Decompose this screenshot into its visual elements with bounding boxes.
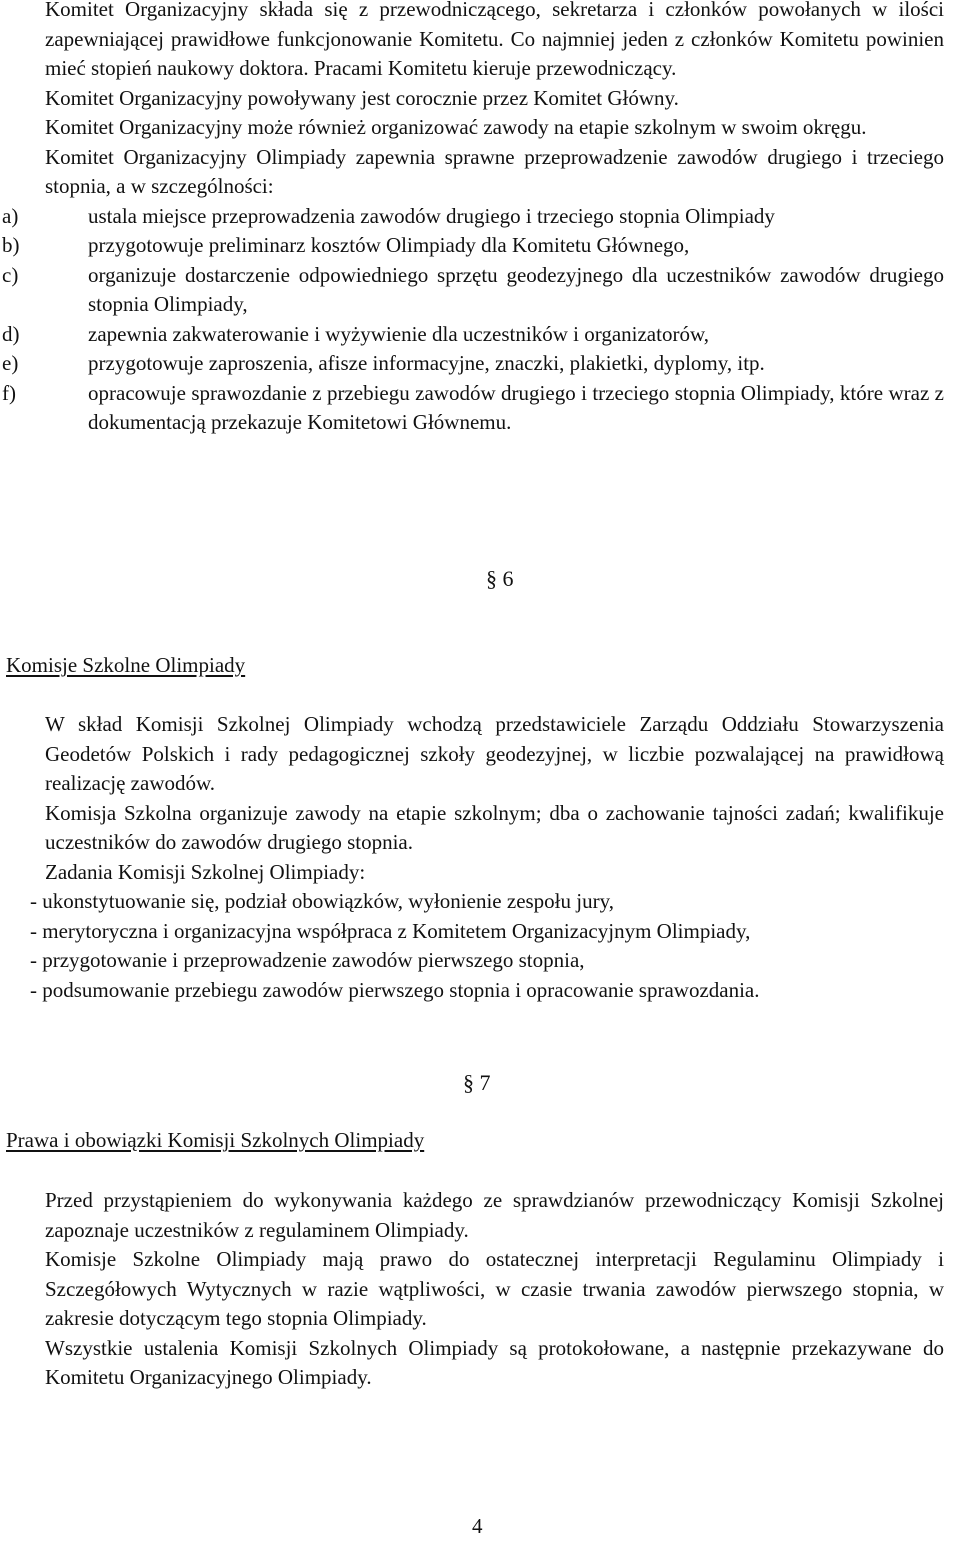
sub-item-text: ustala miejsce przeprowadzenia zawodów drugiego i trzeciego stopnia Olimpiady xyxy=(88,203,775,228)
item-text: Komitet Organizacyjny składa się z przewodniczącego, sekretarza i członków powołanych w ilości zapewniającej prawidłowe funkcjonowanie Komitetu. Co najmniej jeden z członków Komitetu powinien mieć stopień naukowy doktora. Pracami Komitetu kieruje przewodniczący. xyxy=(45,0,944,80)
sub-item-label: a) xyxy=(2,203,19,228)
list-item xyxy=(6,0,944,84)
page-number: 4 xyxy=(472,1514,483,1538)
item-text: Komitet Organizacyjny powoływany jest corocznie przez Komitet Główny. xyxy=(45,85,679,110)
item-text: Komitet Organizacyjny może również organizować zawody na etapie szkolnym w swoim okręgu. xyxy=(45,115,867,139)
sub-item-text: opracowuje sprawozdanie z przebiegu zawodów drugiego i trzeciego stopnia Olimpiady, które wraz z dokumentacją przekazuje Komitetowi Głównemu. xyxy=(88,380,944,434)
section-sign-6: § 6 xyxy=(486,566,514,591)
sub-item-text: organizuje dostarczenie odpowiedniego sprzętu geodezyjnego dla uczestników zawodów drugiego stopnia Olimpiady, xyxy=(88,262,944,316)
sub-item-label: c) xyxy=(2,262,19,287)
sub-item-label: b) xyxy=(2,233,20,257)
school-commission-list xyxy=(0,710,952,1005)
dash-item: - ukonstytuowanie się, podział obowiązków, wyłonienie zespołu jury, xyxy=(30,889,614,913)
item-text: Komitet Organizacyjny Olimpiady zapewnia sprawne przeprowadzenie zawodów drugiego i trzeciego stopnia, a w szczególności: xyxy=(45,144,944,198)
sub-item-text: zapewnia zakwaterowanie i wyżywienie dla uczestników i organizatorów, xyxy=(88,321,709,346)
sub-list-item xyxy=(2,261,944,320)
sub-item-label: d) xyxy=(2,321,20,346)
list-item xyxy=(6,84,944,114)
list-item xyxy=(6,1334,944,1393)
sub-item-label: e) xyxy=(2,351,19,375)
list-item xyxy=(6,1186,944,1245)
item-text: W skład Komisji Szkolnej Olimpiady wchodzą przedstawiciele Zarządu Oddziału Stowarzyszenia Geodetów Polskich i rady pedagogicznej szkoły geodezyjnej, w liczbie pozwalającej na prawidłową realizację zawodów. xyxy=(45,712,944,795)
sub-item-text: przygotowuje zaproszenia, afisze informacyjne, znaczki, plakietki, dyplomy, itp. xyxy=(88,351,765,375)
list-item xyxy=(6,858,944,888)
item-text: Przed przystąpieniem do wykonywania każdego ze sprawdzianów przewodniczący Komisji Szkolnej zapoznaje uczestników z regulaminem Olimpiady. xyxy=(45,1188,944,1242)
item-text: Zadania Komisji Szkolnej Olimpiady: xyxy=(45,859,366,884)
committee-list xyxy=(0,0,952,438)
sub-list-item xyxy=(2,349,944,379)
sub-item-text: przygotowuje preliminarz kosztów Olimpiady dla Komitetu Głównego, xyxy=(88,233,690,257)
sub-item-label: f) xyxy=(2,380,16,405)
item-text: Komisje Szkolne Olimpiady mają prawo do ostatecznej interpretacji Regulaminu Olimpiady i Szczegółowych Wytycznych w razie wątpliwości, w czasie trwania zawodów pierwszego stopnia, w zakresie dotyczącym tego stopnia Olimpiady. xyxy=(45,1247,944,1330)
list-item xyxy=(6,143,944,202)
sub-list-item xyxy=(2,320,944,350)
list-item xyxy=(6,799,944,858)
item-text: Komisja Szkolna organizuje zawody na etapie szkolnym; dba o zachowanie tajności zadań; kwalifikuje uczestników do zawodów drugiego stopnia. xyxy=(45,800,944,854)
sub-list-item xyxy=(2,202,944,232)
list-item xyxy=(6,710,944,799)
rights-duties-list xyxy=(0,1186,952,1393)
sub-list-item xyxy=(2,231,944,261)
dash-item: - przygotowanie i przeprowadzenie zawodów pierwszego stopnia, xyxy=(30,948,585,972)
list-item xyxy=(6,1245,944,1334)
dash-item: - podsumowanie przebiegu zawodów pierwszego stopnia i opracowanie sprawozdania. xyxy=(30,977,760,1002)
section-title-6: Komisje Szkolne Olimpiady xyxy=(6,653,246,677)
sub-list-item xyxy=(2,379,944,438)
list-item xyxy=(6,113,944,143)
dash-item: - merytoryczna i organizacyjna współpraca z Komitetem Organizacyjnym Olimpiady, xyxy=(30,918,751,943)
section-sign-7: § 7 xyxy=(463,1070,491,1095)
item-text: Wszystkie ustalenia Komisji Szkolnych Olimpiady są protokołowane, a następnie przekazywane do Komitetu Organizacyjnego Olimpiady. xyxy=(45,1335,944,1389)
section-title-7: Prawa i obowiązki Komisji Szkolnych Olimpiady xyxy=(6,1128,425,1152)
